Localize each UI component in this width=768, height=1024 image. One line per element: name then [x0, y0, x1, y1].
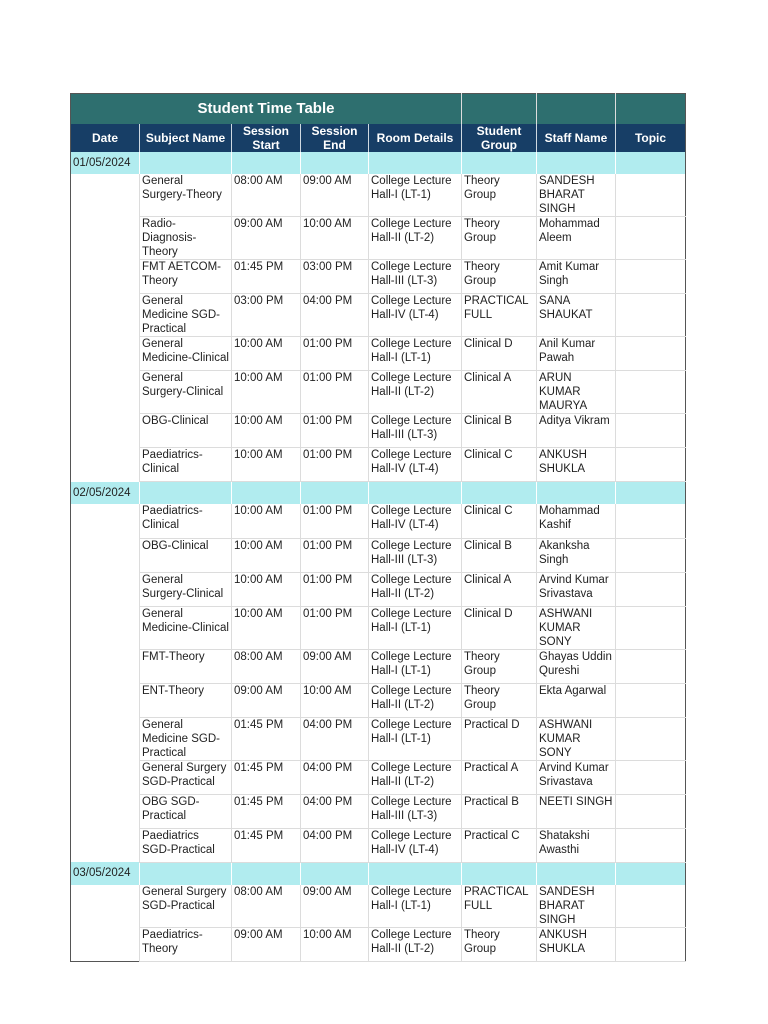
- room-cell: College Lecture Hall-II (LT-2): [369, 371, 462, 414]
- session-end-cell: 10:00 AM: [301, 683, 369, 717]
- staff-cell: ANKUSH SHUKLA: [537, 927, 616, 961]
- subject-cell: FMT AETCOM-Theory: [140, 260, 232, 294]
- session-end-cell: 03:00 PM: [301, 260, 369, 294]
- column-header-date: Date: [71, 124, 140, 152]
- subject-cell: OBG-Clinical: [140, 538, 232, 572]
- student-group-cell: Practical A: [462, 760, 537, 794]
- session-end-cell: 09:00 AM: [301, 174, 369, 217]
- date-spacer-cell: [71, 504, 140, 538]
- student-group-cell: Theory Group: [462, 649, 537, 683]
- session-start-cell: 10:00 AM: [232, 504, 301, 538]
- subject-cell: General Surgery-Clinical: [140, 371, 232, 414]
- student-group-cell: Theory Group: [462, 927, 537, 961]
- staff-cell: SANA SHAUKAT: [537, 294, 616, 337]
- session-start-cell: 09:00 AM: [232, 927, 301, 961]
- date-spacer-cell: [71, 572, 140, 606]
- date-row-blank-cell: [140, 862, 232, 885]
- room-cell: College Lecture Hall-III (LT-3): [369, 414, 462, 448]
- column-header-subject: Subject Name: [140, 124, 232, 152]
- session-start-cell: 10:00 AM: [232, 606, 301, 649]
- staff-cell: Mohammad Kashif: [537, 504, 616, 538]
- date-spacer-cell: [71, 606, 140, 649]
- student-group-cell: Practical D: [462, 717, 537, 760]
- table-row: [71, 260, 686, 294]
- date-spacer-cell: [71, 828, 140, 862]
- date-group-row: [71, 862, 686, 885]
- date-group-row: [71, 152, 686, 174]
- column-header-session-end: Session End: [301, 124, 369, 152]
- session-end-cell: 09:00 AM: [301, 885, 369, 928]
- session-end-cell: 01:00 PM: [301, 538, 369, 572]
- column-header-staff: Staff Name: [537, 124, 616, 152]
- staff-cell: Aditya Vikram: [537, 414, 616, 448]
- column-header-topic: Topic: [616, 124, 686, 152]
- staff-cell: Akanksha Singh: [537, 538, 616, 572]
- session-start-cell: 10:00 AM: [232, 572, 301, 606]
- student-group-cell: Clinical D: [462, 606, 537, 649]
- session-end-cell: 01:00 PM: [301, 572, 369, 606]
- date-row-blank-cell: [301, 152, 369, 174]
- session-end-cell: 09:00 AM: [301, 649, 369, 683]
- date-row-blank-cell: [537, 862, 616, 885]
- staff-cell: ASHWANI KUMAR SONY: [537, 717, 616, 760]
- table-row: [71, 885, 686, 928]
- date-spacer-cell: [71, 538, 140, 572]
- session-start-cell: 01:45 PM: [232, 828, 301, 862]
- date-spacer-cell: [71, 927, 140, 961]
- session-start-cell: 10:00 AM: [232, 538, 301, 572]
- session-end-cell: 01:00 PM: [301, 414, 369, 448]
- student-group-cell: Clinical B: [462, 538, 537, 572]
- subject-cell: ENT-Theory: [140, 683, 232, 717]
- table-row: [71, 606, 686, 649]
- table-row: [71, 217, 686, 260]
- student-group-cell: Clinical B: [462, 414, 537, 448]
- staff-cell: Mohammad Aleem: [537, 217, 616, 260]
- title-blank-cell: [462, 94, 537, 125]
- room-cell: College Lecture Hall-I (LT-1): [369, 606, 462, 649]
- topic-cell: [616, 448, 686, 482]
- student-group-cell: PRACTICAL FULL: [462, 294, 537, 337]
- room-cell: College Lecture Hall-II (LT-2): [369, 927, 462, 961]
- student-group-cell: Practical B: [462, 794, 537, 828]
- date-row-blank-cell: [616, 152, 686, 174]
- subject-cell: General Medicine-Clinical: [140, 337, 232, 371]
- room-cell: College Lecture Hall-IV (LT-4): [369, 828, 462, 862]
- date-row-blank-cell: [462, 862, 537, 885]
- date-spacer-cell: [71, 337, 140, 371]
- staff-cell: Shatakshi Awasthi: [537, 828, 616, 862]
- date-spacer-cell: [71, 260, 140, 294]
- session-start-cell: 01:45 PM: [232, 760, 301, 794]
- subject-cell: Radio-Diagnosis-Theory: [140, 217, 232, 260]
- room-cell: College Lecture Hall-II (LT-2): [369, 572, 462, 606]
- session-end-cell: 01:00 PM: [301, 371, 369, 414]
- room-cell: College Lecture Hall-I (LT-1): [369, 717, 462, 760]
- room-cell: College Lecture Hall-I (LT-1): [369, 885, 462, 928]
- subject-cell: General Surgery SGD-Practical: [140, 760, 232, 794]
- date-row-blank-cell: [616, 482, 686, 505]
- table-row: [71, 371, 686, 414]
- table-row: [71, 760, 686, 794]
- table-row: [71, 572, 686, 606]
- session-start-cell: 01:45 PM: [232, 260, 301, 294]
- room-cell: College Lecture Hall-I (LT-1): [369, 337, 462, 371]
- title-row: [71, 94, 686, 125]
- session-start-cell: 03:00 PM: [232, 294, 301, 337]
- topic-cell: [616, 504, 686, 538]
- staff-cell: ARUN KUMAR MAURYA: [537, 371, 616, 414]
- session-start-cell: 08:00 AM: [232, 649, 301, 683]
- staff-cell: Ghayas Uddin Qureshi: [537, 649, 616, 683]
- title-blank-cell: [616, 94, 686, 125]
- date-row-blank-cell: [232, 482, 301, 505]
- date-row-blank-cell: [616, 862, 686, 885]
- staff-cell: Anil Kumar Pawah: [537, 337, 616, 371]
- table-row: [71, 794, 686, 828]
- session-end-cell: 04:00 PM: [301, 828, 369, 862]
- topic-cell: [616, 828, 686, 862]
- staff-cell: SANDESH BHARAT SINGH: [537, 174, 616, 217]
- column-header-session-start: Session Start: [232, 124, 301, 152]
- table-row: [71, 538, 686, 572]
- student-group-cell: Clinical A: [462, 572, 537, 606]
- room-cell: College Lecture Hall-IV (LT-4): [369, 448, 462, 482]
- session-start-cell: 10:00 AM: [232, 337, 301, 371]
- room-cell: College Lecture Hall-I (LT-1): [369, 649, 462, 683]
- session-end-cell: 10:00 AM: [301, 927, 369, 961]
- timetable-body: [71, 152, 686, 961]
- subject-cell: General Medicine SGD-Practical: [140, 294, 232, 337]
- date-spacer-cell: [71, 294, 140, 337]
- topic-cell: [616, 683, 686, 717]
- session-end-cell: 04:00 PM: [301, 794, 369, 828]
- session-end-cell: 01:00 PM: [301, 504, 369, 538]
- student-group-cell: Practical C: [462, 828, 537, 862]
- student-group-cell: Theory Group: [462, 683, 537, 717]
- subject-cell: Paediatrics-Clinical: [140, 504, 232, 538]
- table-row: [71, 448, 686, 482]
- topic-cell: [616, 649, 686, 683]
- student-group-cell: Theory Group: [462, 217, 537, 260]
- topic-cell: [616, 294, 686, 337]
- topic-cell: [616, 760, 686, 794]
- session-end-cell: 01:00 PM: [301, 606, 369, 649]
- date-row-blank-cell: [232, 152, 301, 174]
- date-row-blank-cell: [369, 152, 462, 174]
- subject-cell: OBG SGD-Practical: [140, 794, 232, 828]
- title-blank-cell: [537, 94, 616, 125]
- table-row: [71, 828, 686, 862]
- date-spacer-cell: [71, 217, 140, 260]
- room-cell: College Lecture Hall-III (LT-3): [369, 260, 462, 294]
- session-end-cell: 04:00 PM: [301, 294, 369, 337]
- date-row-blank-cell: [140, 152, 232, 174]
- subject-cell: General Surgery SGD-Practical: [140, 885, 232, 928]
- date-spacer-cell: [71, 371, 140, 414]
- session-start-cell: 10:00 AM: [232, 414, 301, 448]
- subject-cell: General Surgery-Theory: [140, 174, 232, 217]
- topic-cell: [616, 217, 686, 260]
- session-start-cell: 10:00 AM: [232, 371, 301, 414]
- date-spacer-cell: [71, 683, 140, 717]
- staff-cell: ASHWANI KUMAR SONY: [537, 606, 616, 649]
- table-title: Student Time Table: [71, 94, 462, 125]
- table-row: [71, 294, 686, 337]
- staff-cell: NEETI SINGH: [537, 794, 616, 828]
- session-end-cell: 04:00 PM: [301, 717, 369, 760]
- topic-cell: [616, 572, 686, 606]
- date-row-blank-cell: [462, 482, 537, 505]
- room-cell: College Lecture Hall-III (LT-3): [369, 794, 462, 828]
- staff-cell: Amit Kumar Singh: [537, 260, 616, 294]
- topic-cell: [616, 260, 686, 294]
- room-cell: College Lecture Hall-I (LT-1): [369, 174, 462, 217]
- room-cell: College Lecture Hall-III (LT-3): [369, 538, 462, 572]
- column-header-room: Room Details: [369, 124, 462, 152]
- student-group-cell: Theory Group: [462, 260, 537, 294]
- timetable: [70, 93, 686, 962]
- staff-cell: Arvind Kumar Srivastava: [537, 760, 616, 794]
- table-row: [71, 504, 686, 538]
- session-end-cell: 04:00 PM: [301, 760, 369, 794]
- staff-cell: Ekta Agarwal: [537, 683, 616, 717]
- date-spacer-cell: [71, 885, 140, 928]
- table-row: [71, 649, 686, 683]
- date-spacer-cell: [71, 760, 140, 794]
- session-start-cell: 01:45 PM: [232, 717, 301, 760]
- student-group-cell: Clinical C: [462, 504, 537, 538]
- date-spacer-cell: [71, 649, 140, 683]
- topic-cell: [616, 174, 686, 217]
- session-end-cell: 01:00 PM: [301, 448, 369, 482]
- staff-cell: ANKUSH SHUKLA: [537, 448, 616, 482]
- date-spacer-cell: [71, 414, 140, 448]
- date-spacer-cell: [71, 174, 140, 217]
- room-cell: College Lecture Hall-II (LT-2): [369, 760, 462, 794]
- session-start-cell: 10:00 AM: [232, 448, 301, 482]
- table-row: [71, 683, 686, 717]
- student-group-cell: Clinical C: [462, 448, 537, 482]
- date-row-blank-cell: [140, 482, 232, 505]
- subject-cell: General Medicine-Clinical: [140, 606, 232, 649]
- date-cell: 03/05/2024: [71, 862, 140, 885]
- topic-cell: [616, 606, 686, 649]
- topic-cell: [616, 414, 686, 448]
- date-row-blank-cell: [369, 862, 462, 885]
- column-header-group: Student Group: [462, 124, 537, 152]
- date-cell: 01/05/2024: [71, 152, 140, 174]
- session-start-cell: 08:00 AM: [232, 885, 301, 928]
- date-row-blank-cell: [537, 152, 616, 174]
- room-cell: College Lecture Hall-IV (LT-4): [369, 294, 462, 337]
- topic-cell: [616, 371, 686, 414]
- subject-cell: Paediatrics SGD-Practical: [140, 828, 232, 862]
- room-cell: College Lecture Hall-IV (LT-4): [369, 504, 462, 538]
- topic-cell: [616, 337, 686, 371]
- topic-cell: [616, 717, 686, 760]
- student-group-cell: Theory Group: [462, 174, 537, 217]
- date-row-blank-cell: [369, 482, 462, 505]
- table-row: [71, 414, 686, 448]
- date-row-blank-cell: [301, 482, 369, 505]
- date-spacer-cell: [71, 717, 140, 760]
- date-spacer-cell: [71, 794, 140, 828]
- date-cell: 02/05/2024: [71, 482, 140, 505]
- topic-cell: [616, 794, 686, 828]
- header-row: [71, 124, 686, 152]
- date-row-blank-cell: [301, 862, 369, 885]
- date-group-row: [71, 482, 686, 505]
- session-start-cell: 08:00 AM: [232, 174, 301, 217]
- session-end-cell: 10:00 AM: [301, 217, 369, 260]
- session-end-cell: 01:00 PM: [301, 337, 369, 371]
- subject-cell: Paediatrics-Clinical: [140, 448, 232, 482]
- session-start-cell: 09:00 AM: [232, 683, 301, 717]
- student-group-cell: Clinical A: [462, 371, 537, 414]
- subject-cell: OBG-Clinical: [140, 414, 232, 448]
- subject-cell: Paediatrics-Theory: [140, 927, 232, 961]
- table-row: [71, 717, 686, 760]
- table-row: [71, 927, 686, 961]
- date-row-blank-cell: [537, 482, 616, 505]
- date-row-blank-cell: [232, 862, 301, 885]
- topic-cell: [616, 885, 686, 928]
- staff-cell: Arvind Kumar Srivastava: [537, 572, 616, 606]
- subject-cell: General Medicine SGD-Practical: [140, 717, 232, 760]
- date-spacer-cell: [71, 448, 140, 482]
- staff-cell: SANDESH BHARAT SINGH: [537, 885, 616, 928]
- date-row-blank-cell: [462, 152, 537, 174]
- table-row: [71, 174, 686, 217]
- session-start-cell: 09:00 AM: [232, 217, 301, 260]
- subject-cell: FMT-Theory: [140, 649, 232, 683]
- topic-cell: [616, 538, 686, 572]
- session-start-cell: 01:45 PM: [232, 794, 301, 828]
- student-group-cell: PRACTICAL FULL: [462, 885, 537, 928]
- student-group-cell: Clinical D: [462, 337, 537, 371]
- room-cell: College Lecture Hall-II (LT-2): [369, 217, 462, 260]
- subject-cell: General Surgery-Clinical: [140, 572, 232, 606]
- table-row: [71, 337, 686, 371]
- room-cell: College Lecture Hall-II (LT-2): [369, 683, 462, 717]
- topic-cell: [616, 927, 686, 961]
